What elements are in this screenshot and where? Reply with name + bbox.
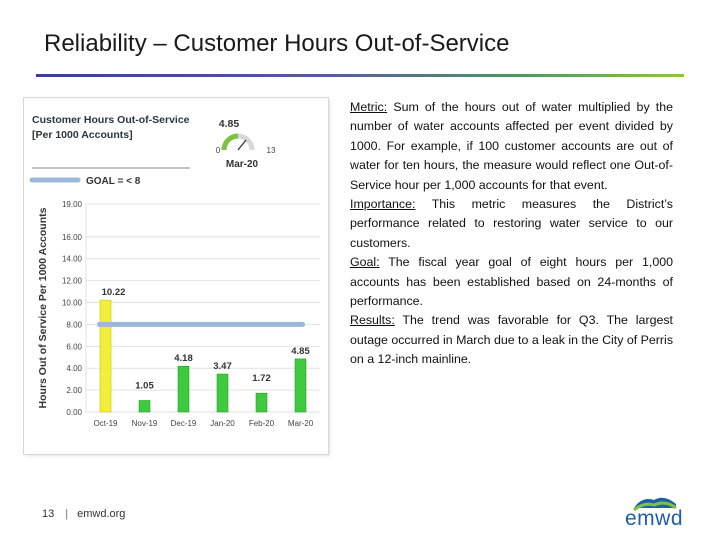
chart-subtitle: [Per 1000 Accounts] [32,129,133,141]
goal-legend [32,176,141,187]
bar-chart [24,98,328,454]
chart-panel [24,98,328,454]
gauge-needle [238,140,246,150]
data-label: 10.22 [101,287,126,299]
x-tick-label: Oct-19 [93,419,118,428]
importance-label: Importance: [350,197,416,212]
goal-paragraph [350,253,673,311]
results-body: The trend was favorable for Q3. The largest outage occurred in March due to a leak in the City of Perris on a 12-inch mainline. [350,313,674,367]
slide-title: Reliability – Customer Hours Out-of-Service [44,30,510,57]
chart-title: Customer Hours Out-of-Service [32,114,190,126]
y-tick-label: 14.00 [61,254,82,264]
bars [100,300,306,412]
footer-separator: | [65,508,69,520]
importance-paragraph [350,195,673,253]
gauge-value: 4.85 [218,118,240,130]
gauge-arc-fill [224,136,238,150]
title-divider [36,74,684,77]
x-tick-label: Jan-20 [210,419,235,428]
bar [139,401,150,412]
data-label: 1.05 [135,380,154,392]
bar [295,359,306,412]
data-label: 4.18 [174,353,193,365]
metric-description [350,98,673,370]
x-tick-label: Dec-19 [170,419,197,428]
y-tick-label: 6.00 [66,342,82,352]
importance-body: This metric measures the District’s performance related to restoring water service to our customers. [350,197,673,250]
grid-lines [86,204,320,412]
x-tick-label: Feb-20 [248,419,275,428]
bar [178,366,189,412]
metric-label: Metric: [350,100,388,114]
y-tick-label: 19.00 [61,200,82,209]
page-number: 13 [42,508,55,520]
x-tick-label: Mar-20 [287,419,314,428]
data-label: 1.72 [252,373,271,385]
goal-label: Goal: [350,255,380,270]
data-label: 3.47 [213,361,232,373]
x-tick-label: Nov-19 [131,419,158,428]
y-tick-label: 16.00 [61,232,82,242]
y-tick-label: 8.00 [66,320,82,330]
goal-legend-label: GOAL = < 8 [86,176,141,187]
bar [256,393,267,412]
data-label: 4.85 [291,345,310,357]
results-label: Results: [350,313,395,328]
logo-wordmark: emwd [625,507,684,530]
goal-body: The fiscal year goal of eight hours per 1,000 accounts has been established based on 24-months of performance. [350,255,673,309]
bar [217,374,228,412]
y-tick-label: 4.00 [66,364,82,374]
gauge-period: Mar-20 [225,159,259,170]
gauge-max: 13 [266,146,276,155]
y-tick-label: 12.00 [61,276,82,286]
gauge-widget [216,118,276,170]
y-tick-labels [62,200,83,417]
footer-website: emwd.org [77,508,126,520]
metric-paragraph [350,98,673,195]
bar [100,300,111,412]
y-axis-label: Hours Out of Service Per 1000 Accounts [37,207,49,409]
results-paragraph [350,311,673,369]
y-tick-label: 10.00 [61,298,82,308]
y-tick-label: 0.00 [66,408,82,417]
chart-header [32,114,190,168]
y-tick-label: 2.00 [66,386,82,396]
footer [42,508,125,520]
metric-body: Sum of the hours out of water multiplied by the number of water accounts affected per event divided by 1000. For example, if 100 customer accounts are out of water for ten hours, the measure would reflect one Out-of-Service hour per 1,000 accounts for that event. [350,100,673,192]
gauge-min: 0 [215,146,221,155]
x-tick-labels [93,419,313,428]
